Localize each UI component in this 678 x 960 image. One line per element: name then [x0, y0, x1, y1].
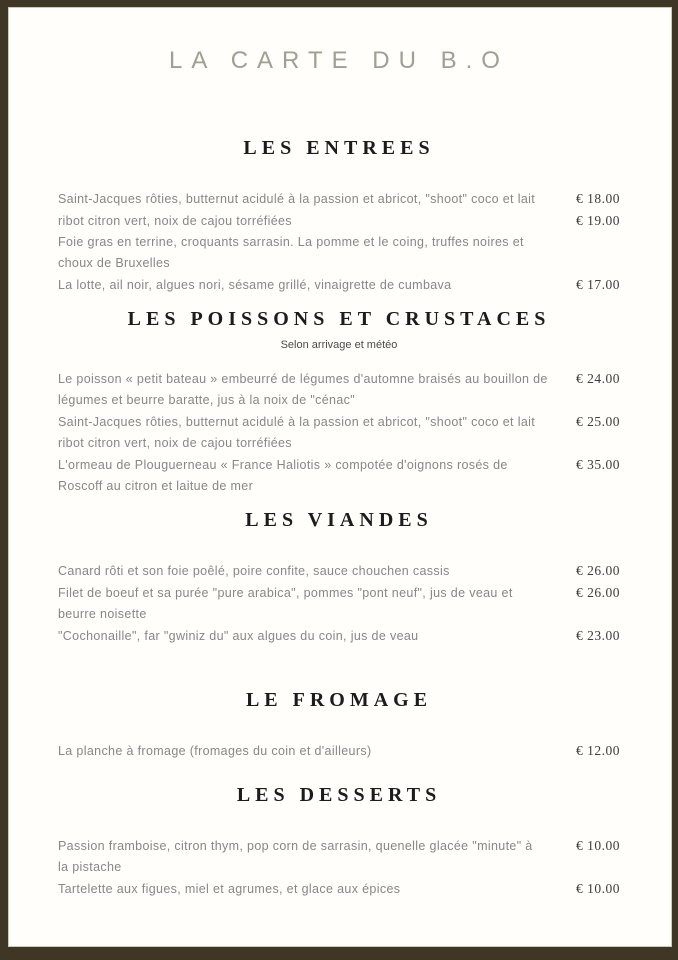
menu-item-text: ribot citron vert, noix de cajou torréfiées — [58, 436, 292, 450]
menu-item-price: € 25.00 — [576, 414, 620, 429]
menu-item-text: légumes et beurre baratte, jus à la noix de "cénac" — [58, 393, 356, 407]
menu-row — [58, 582, 620, 604]
menu-item-price: € 26.00 — [576, 585, 620, 600]
menu-row — [58, 188, 620, 210]
menu-row — [58, 411, 620, 433]
menu-row — [58, 878, 620, 900]
menu-item-price: € 19.00 — [576, 213, 620, 228]
menu-item-price: € 17.00 — [576, 277, 620, 292]
menu-item-text: ribot citron vert, noix de cajou torréfiées — [58, 214, 292, 228]
menu-row — [58, 857, 620, 878]
menu-item-text: Canard rôti et son foie poêlé, poire confite, sauce chouchen cassis — [58, 564, 450, 578]
menu-item-text: Saint-Jacques rôties, butternut acidulé à la passion et abricot, "shoot" coco et lait — [58, 192, 536, 206]
menu-row — [58, 740, 620, 762]
section-fromage — [58, 687, 620, 762]
menu-item-text: choux de Bruxelles — [58, 256, 170, 270]
menu-item-text: La planche à fromage (fromages du coin et d'ailleurs) — [58, 744, 372, 758]
section-heading: LE FROMAGE — [245, 689, 433, 711]
section-heading: LES VIANDES — [245, 509, 433, 531]
menu-item-text: Passion framboise, citron thym, pop corn de sarrasin, quenelle glacée "minute" à — [58, 839, 533, 853]
menu-title: LA CARTE DU B.O — [169, 47, 509, 74]
menu-item-price: € 18.00 — [576, 191, 620, 206]
menu-row — [58, 454, 620, 476]
menu-row — [58, 433, 620, 454]
section-subtitle: Selon arrivage et météo — [280, 339, 398, 351]
menu-row — [58, 835, 620, 857]
menu-item-price: € 12.00 — [576, 743, 620, 758]
section-viandes — [58, 507, 620, 647]
menu-item-text: La lotte, ail noir, algues nori, sésame grillé, vinaigrette de cumbava — [58, 278, 452, 292]
menu-item-price: € 26.00 — [576, 563, 620, 578]
section-heading: LES DESSERTS — [236, 784, 442, 806]
section-poissons — [58, 306, 620, 497]
menu-item-text: Filet de boeuf et sa purée "pure arabica", pommes "pont neuf", jus de veau et — [58, 586, 513, 600]
section-heading: LES POISSONS ET CRUSTACES — [127, 308, 551, 330]
menu-row — [58, 232, 620, 253]
menu-item-price: € 10.00 — [576, 838, 620, 853]
menu-item-text: la pistache — [58, 860, 122, 874]
menu-item-text: Foie gras en terrine, croquants sarrasin. La pomme et le coing, truffes noires et — [58, 235, 524, 249]
menu-item-text: Tartelette aux figues, miel et agrumes, et glace aux épices — [58, 882, 401, 896]
section-heading: LES ENTREES — [243, 137, 435, 159]
menu-item-text: Roscoff au citron et laitue de mer — [58, 479, 254, 493]
menu-item-text: Le poisson « petit bateau » embeurré de légumes d'automne braisés au bouillon de — [58, 372, 548, 386]
menu-row — [58, 274, 620, 296]
menu-item-price: € 10.00 — [576, 881, 620, 896]
menu-row — [58, 253, 620, 274]
menu-row — [58, 390, 620, 411]
menu-row — [58, 476, 620, 497]
menu-item-price: € 24.00 — [576, 371, 620, 386]
section-desserts — [58, 782, 620, 900]
menu-item-text: beurre noisette — [58, 607, 147, 621]
menu-item-text: L'ormeau de Plouguerneau « France Haliotis » compotée d'oignons rosés de — [58, 458, 508, 472]
menu-row — [58, 368, 620, 390]
menu-row — [58, 625, 620, 647]
menu-item-text: "Cochonaille", far "gwiniz du" aux algues du coin, jus de veau — [58, 629, 419, 643]
menu-item-price: € 35.00 — [576, 457, 620, 472]
menu-item-price: € 23.00 — [576, 628, 620, 643]
menu-row — [58, 210, 620, 232]
menu-row — [58, 560, 620, 582]
menu-item-text: Saint-Jacques rôties, butternut acidulé à la passion et abricot, "shoot" coco et lait — [58, 415, 536, 429]
section-entrees — [58, 135, 620, 296]
menu-row — [58, 604, 620, 625]
